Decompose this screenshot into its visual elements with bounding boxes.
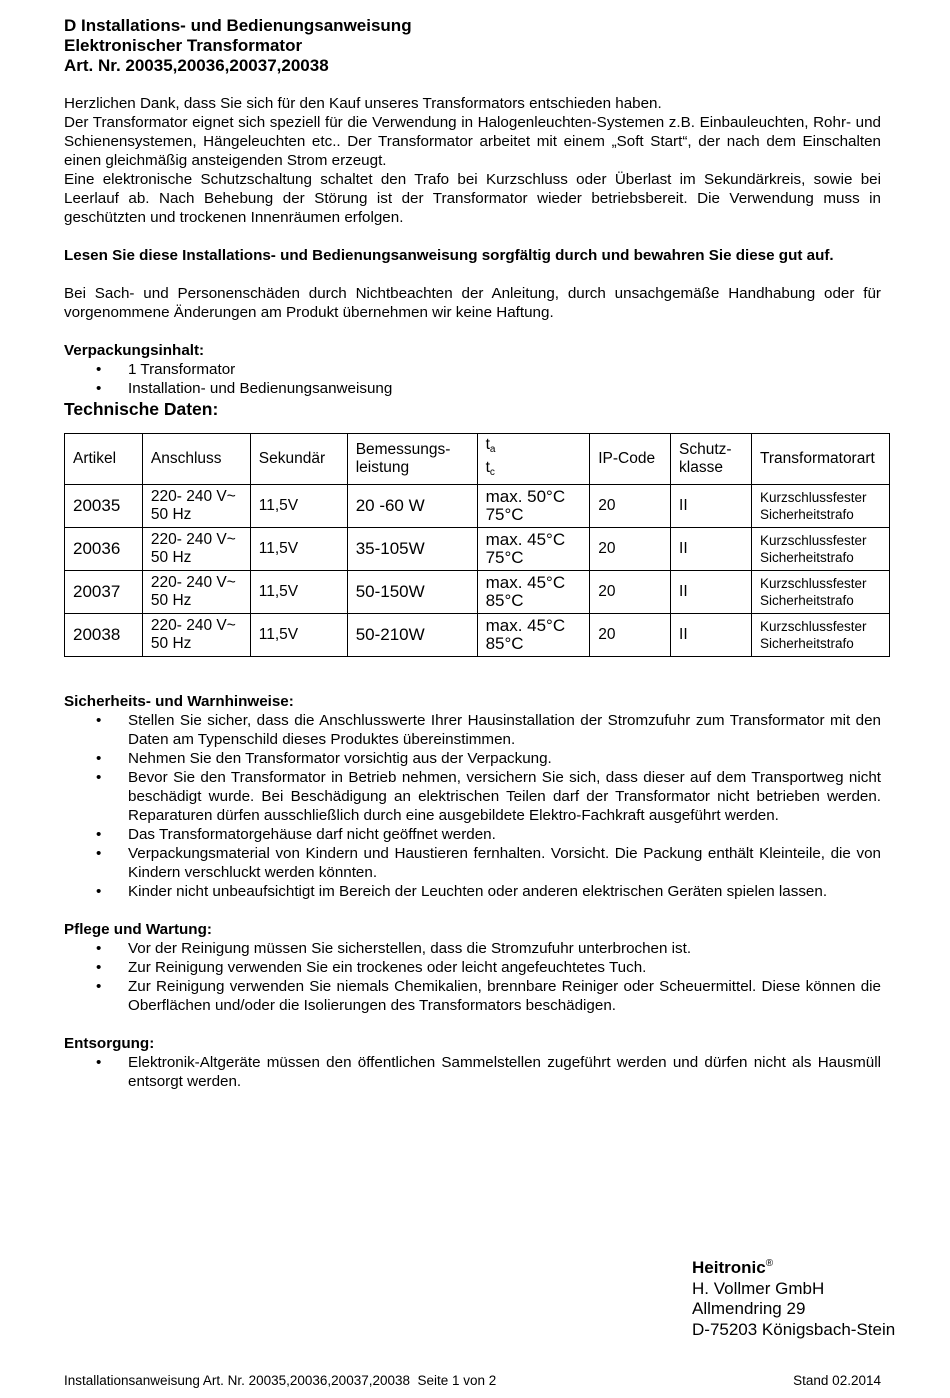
col-header-art: Transformatorart (751, 434, 889, 485)
table-row: 20038 220- 240 V~ 50 Hz 11,5V 50-210W max. 45°C 85°C 20 II Kurzschlussfester Sicherheitstrafo (65, 614, 890, 657)
document-page (64, 16, 881, 1091)
disposal-heading: Entsorgung: (64, 1035, 155, 1052)
list-item: • Vor der Reinigung müssen Sie sicherstellen, dass die Stromzufuhr unterbrochen ist. (64, 939, 881, 958)
page-footer (64, 1371, 881, 1390)
list-item: • Zur Reinigung verwenden Sie niemals Chemikalien, brennbare Reiniger oder Scheuermittel. Diese können die Oberflächen und/oder die Isolierungen des Transformators beschädigen. (64, 977, 881, 1015)
list-item: • Elektronik-Altgeräte müssen den öffentlichen Sammelstellen zugeführt werden und dürfen nicht als Hausmüll entsorgt werden. (64, 1053, 881, 1091)
table-row: 20035 220- 240 V~ 50 Hz 11,5V 20 -60 W max. 50°C 75°C 20 II Kurzschlussfester Sicherheitstrafo (65, 485, 890, 528)
safety-list (64, 711, 881, 901)
intro-paragraph-2: Der Transformator eignet sich speziell für die Verwendung in Halogenleuchten-Systemen z.B. Einbauleuchten, Rohr- und Schienensystemen, Hängeleuchten etc.. Der Transformator arbeitet mit einem „Soft Start“, der nach dem Einschalten einen gleichmäßig ansteigenden Strom erzeugt. (64, 114, 881, 169)
footer-left: Installationsanweisung Art. Nr. 20035,20036,20037,20038 Seite 1 von 2 (64, 1373, 497, 1388)
title-line-1: D Installations- und Bedienungsanweisung (64, 16, 412, 35)
read-notice: Lesen Sie diese Installations- und Bedienungsanweisung sorgfältig durch und bewahren Sie diese gut auf. (64, 247, 834, 264)
title-line-3: Art. Nr. 20035,20036,20037,20038 (64, 56, 329, 75)
safety-heading: Sicherheits- und Warnhinweise: (64, 693, 294, 710)
list-item: • Nehmen Sie den Transformator vorsichtig aus der Verpackung. (64, 749, 881, 768)
col-header-artikel: Artikel (65, 434, 143, 485)
col-header-leistung: Bemessungs-leistung (347, 434, 477, 485)
list-item: • Das Transformatorgehäuse darf nicht geöffnet werden. (64, 825, 881, 844)
liability-notice: Bei Sach- und Personenschäden durch Nichtbeachten der Anleitung, durch unsachgemäße Handhabung oder für vorgenommene Änderungen am Produkt übernehmen wir keine Haftung. (64, 285, 881, 321)
table-row: 20036 220- 240 V~ 50 Hz 11,5V 35-105W max. 45°C 75°C 20 II Kurzschlussfester Sicherheitstrafo (65, 528, 890, 571)
tech-heading: Technische Daten: (64, 399, 219, 419)
company-city: D-75203 Königsbach-Stein (692, 1319, 896, 1339)
company-line: H. Vollmer GmbH (692, 1278, 825, 1298)
col-header-temperature: $t_a$ $t_c$ (477, 434, 590, 485)
package-item: • Installation- und Bedienungsanweisung (64, 379, 881, 398)
list-item: • Bevor Sie den Transformator in Betrieb nehmen, versichern Sie sich, dass dieser auf dem Transportweg nicht beschädigt wurde. Bei Beschädigung an elektrischen Teilen darf der Transformator nicht betrieben werden. Reparaturen dürfen ausschließlich durch eine ausgebildete Elektro-Fachkraft ausgeführt werden. (64, 768, 881, 825)
package-list (64, 360, 881, 398)
footer-date: Stand 02.2014 (793, 1373, 881, 1388)
document-title (64, 16, 881, 76)
intro-paragraph-3: Eine elektronische Schutzschaltung schaltet den Trafo bei Kurzschluss oder Überlast im Sekundärkreis, sowie bei Leerlauf ab. Nach Behebung der Störung ist der Transformator wieder betriebsbereit. Die Verwendung muss in geschützten und trockenen Innenräumen erfolgen. (64, 171, 881, 226)
col-header-anschluss: Anschluss (142, 434, 250, 485)
care-heading: Pflege und Wartung: (64, 921, 212, 938)
col-header-sekundaer: Sekundär (250, 434, 347, 485)
table-row: 20037 220- 240 V~ 50 Hz 11,5V 50-150W max. 45°C 85°C 20 II Kurzschlussfester Sicherheitstrafo (65, 571, 890, 614)
list-item: • Verpackungsmaterial von Kindern und Haustieren fernhalten. Vorsicht. Die Packung enthält Kleinteile, die von Kindern verschluckt werden könnten. (64, 844, 881, 882)
list-item: • Stellen Sie sicher, dass die Anschlusswerte Ihrer Hausinstallation der Stromzufuhr zum Transformator mit den Daten am Typenschild dieses Produktes übereinstimmen. (64, 711, 881, 749)
col-header-schutz: Schutz-klasse (671, 434, 752, 485)
disposal-list (64, 1053, 881, 1091)
list-item: • Zur Reinigung verwenden Sie ein trockenes oder leicht angefeuchtetes Tuch. (64, 958, 881, 977)
package-item: • 1 Transformator (64, 360, 881, 379)
intro-paragraph-1: Herzlichen Dank, dass Sie sich für den Kauf unseres Transformators entschieden haben. (64, 95, 662, 112)
table-header-row (65, 434, 890, 485)
title-line-2: Elektronischer Transformator (64, 36, 303, 55)
package-heading: Verpackungsinhalt: (64, 342, 205, 359)
care-list (64, 939, 881, 1015)
company-address (692, 1254, 895, 1340)
company-name: Heitronic® (692, 1258, 774, 1277)
company-street: Allmendring 29 (692, 1299, 806, 1318)
list-item: • Kinder nicht unbeaufsichtigt im Bereich der Leuchten oder anderen elektrischen Geräten spielen lassen. (64, 882, 881, 901)
col-header-ip: IP-Code (590, 434, 671, 485)
tech-data-table (64, 433, 890, 657)
